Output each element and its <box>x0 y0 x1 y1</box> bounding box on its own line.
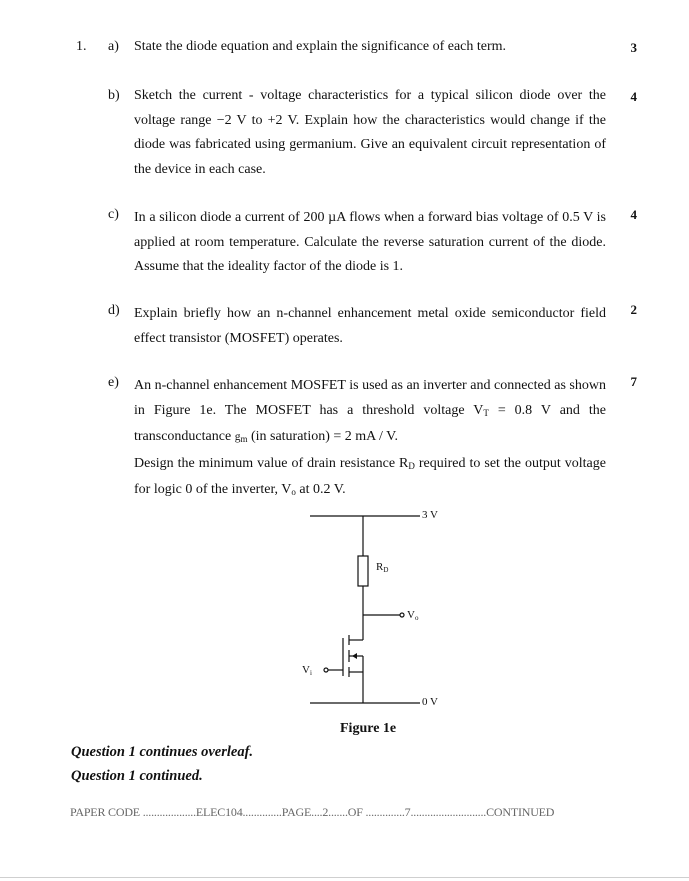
part-e-label: e) <box>108 375 119 390</box>
vt-subscript: T <box>483 407 489 418</box>
gm-symbol: g <box>234 431 241 443</box>
part-a-text: State the diode equation and explain the significance of each term. <box>134 39 507 54</box>
circuit-diagram <box>290 500 450 715</box>
body-arrow <box>352 653 357 659</box>
continued-note: Question 1 continued. <box>71 768 203 784</box>
part-b-marks: 4 <box>630 89 637 104</box>
gm-subscript: m <box>240 434 248 444</box>
bottom-divider <box>0 877 689 878</box>
continues-overleaf-note: Question 1 continues overleaf. <box>71 744 254 760</box>
output-label: Vo <box>407 609 419 622</box>
part-c-text: In a silicon diode a current of 200 µA flows when a forward bias voltage of 0.5 V is applied at room temperature. Calculate the reverse saturation current of the diode. Assume that the ideality factor of the diode is 1. <box>134 210 606 274</box>
input-terminal <box>324 668 328 672</box>
supply-label: 3 V <box>422 509 438 521</box>
part-d-label: d) <box>108 303 120 318</box>
resistor-label: RD <box>376 561 389 574</box>
figure-caption: Figure 1e <box>340 721 397 736</box>
output-terminal <box>400 613 404 617</box>
rd-subscript: D <box>408 460 415 471</box>
part-b-text: Sketch the current - voltage characteristics for a typical silicon diode over the voltage range −2 V to +2 V. Explain how the characteristics would change if the diode was fabricated using germanium. Give an equivalent circuit representation of the device in each case. <box>134 88 606 177</box>
part-e-text-5: required to set the output voltage for logic 0 of the inverter, V <box>134 455 606 497</box>
part-b-label: b) <box>108 88 120 103</box>
part-c-label: c) <box>108 207 119 222</box>
part-e-text <box>134 374 606 505</box>
part-e-text-4: Design the minimum value of drain resistance R <box>134 455 409 471</box>
resistor-rd <box>358 556 368 586</box>
ground-label: 0 V <box>422 696 438 708</box>
part-e-text-3: (in saturation) = 2 mA / V. <box>247 429 398 444</box>
part-a-marks: 3 <box>630 40 637 55</box>
part-e-text-2: = 0.8 V and the transconductance <box>134 402 606 444</box>
part-d-marks: 2 <box>630 302 637 317</box>
part-a-label: a) <box>108 39 119 54</box>
vo-subscript: o <box>291 487 296 497</box>
input-label: Vi <box>302 664 312 677</box>
question-number: 1. <box>76 39 87 54</box>
part-e-text-6: at 0.2 V. <box>295 482 346 497</box>
part-e-marks: 7 <box>630 374 637 389</box>
page-footer: PAPER CODE ...................ELEC104..............PAGE....2.......OF ..............7...........................CONTINUED <box>70 805 555 819</box>
part-c-marks: 4 <box>630 207 637 222</box>
part-e-text-1: An n-channel enhancement MOSFET is used as an inverter and connected as shown in Figure 1e. The MOSFET has a threshold voltage V <box>134 378 606 418</box>
part-d-text: Explain briefly how an n-channel enhancement metal oxide semiconductor field effect transistor (MOSFET) operates. <box>134 306 606 346</box>
